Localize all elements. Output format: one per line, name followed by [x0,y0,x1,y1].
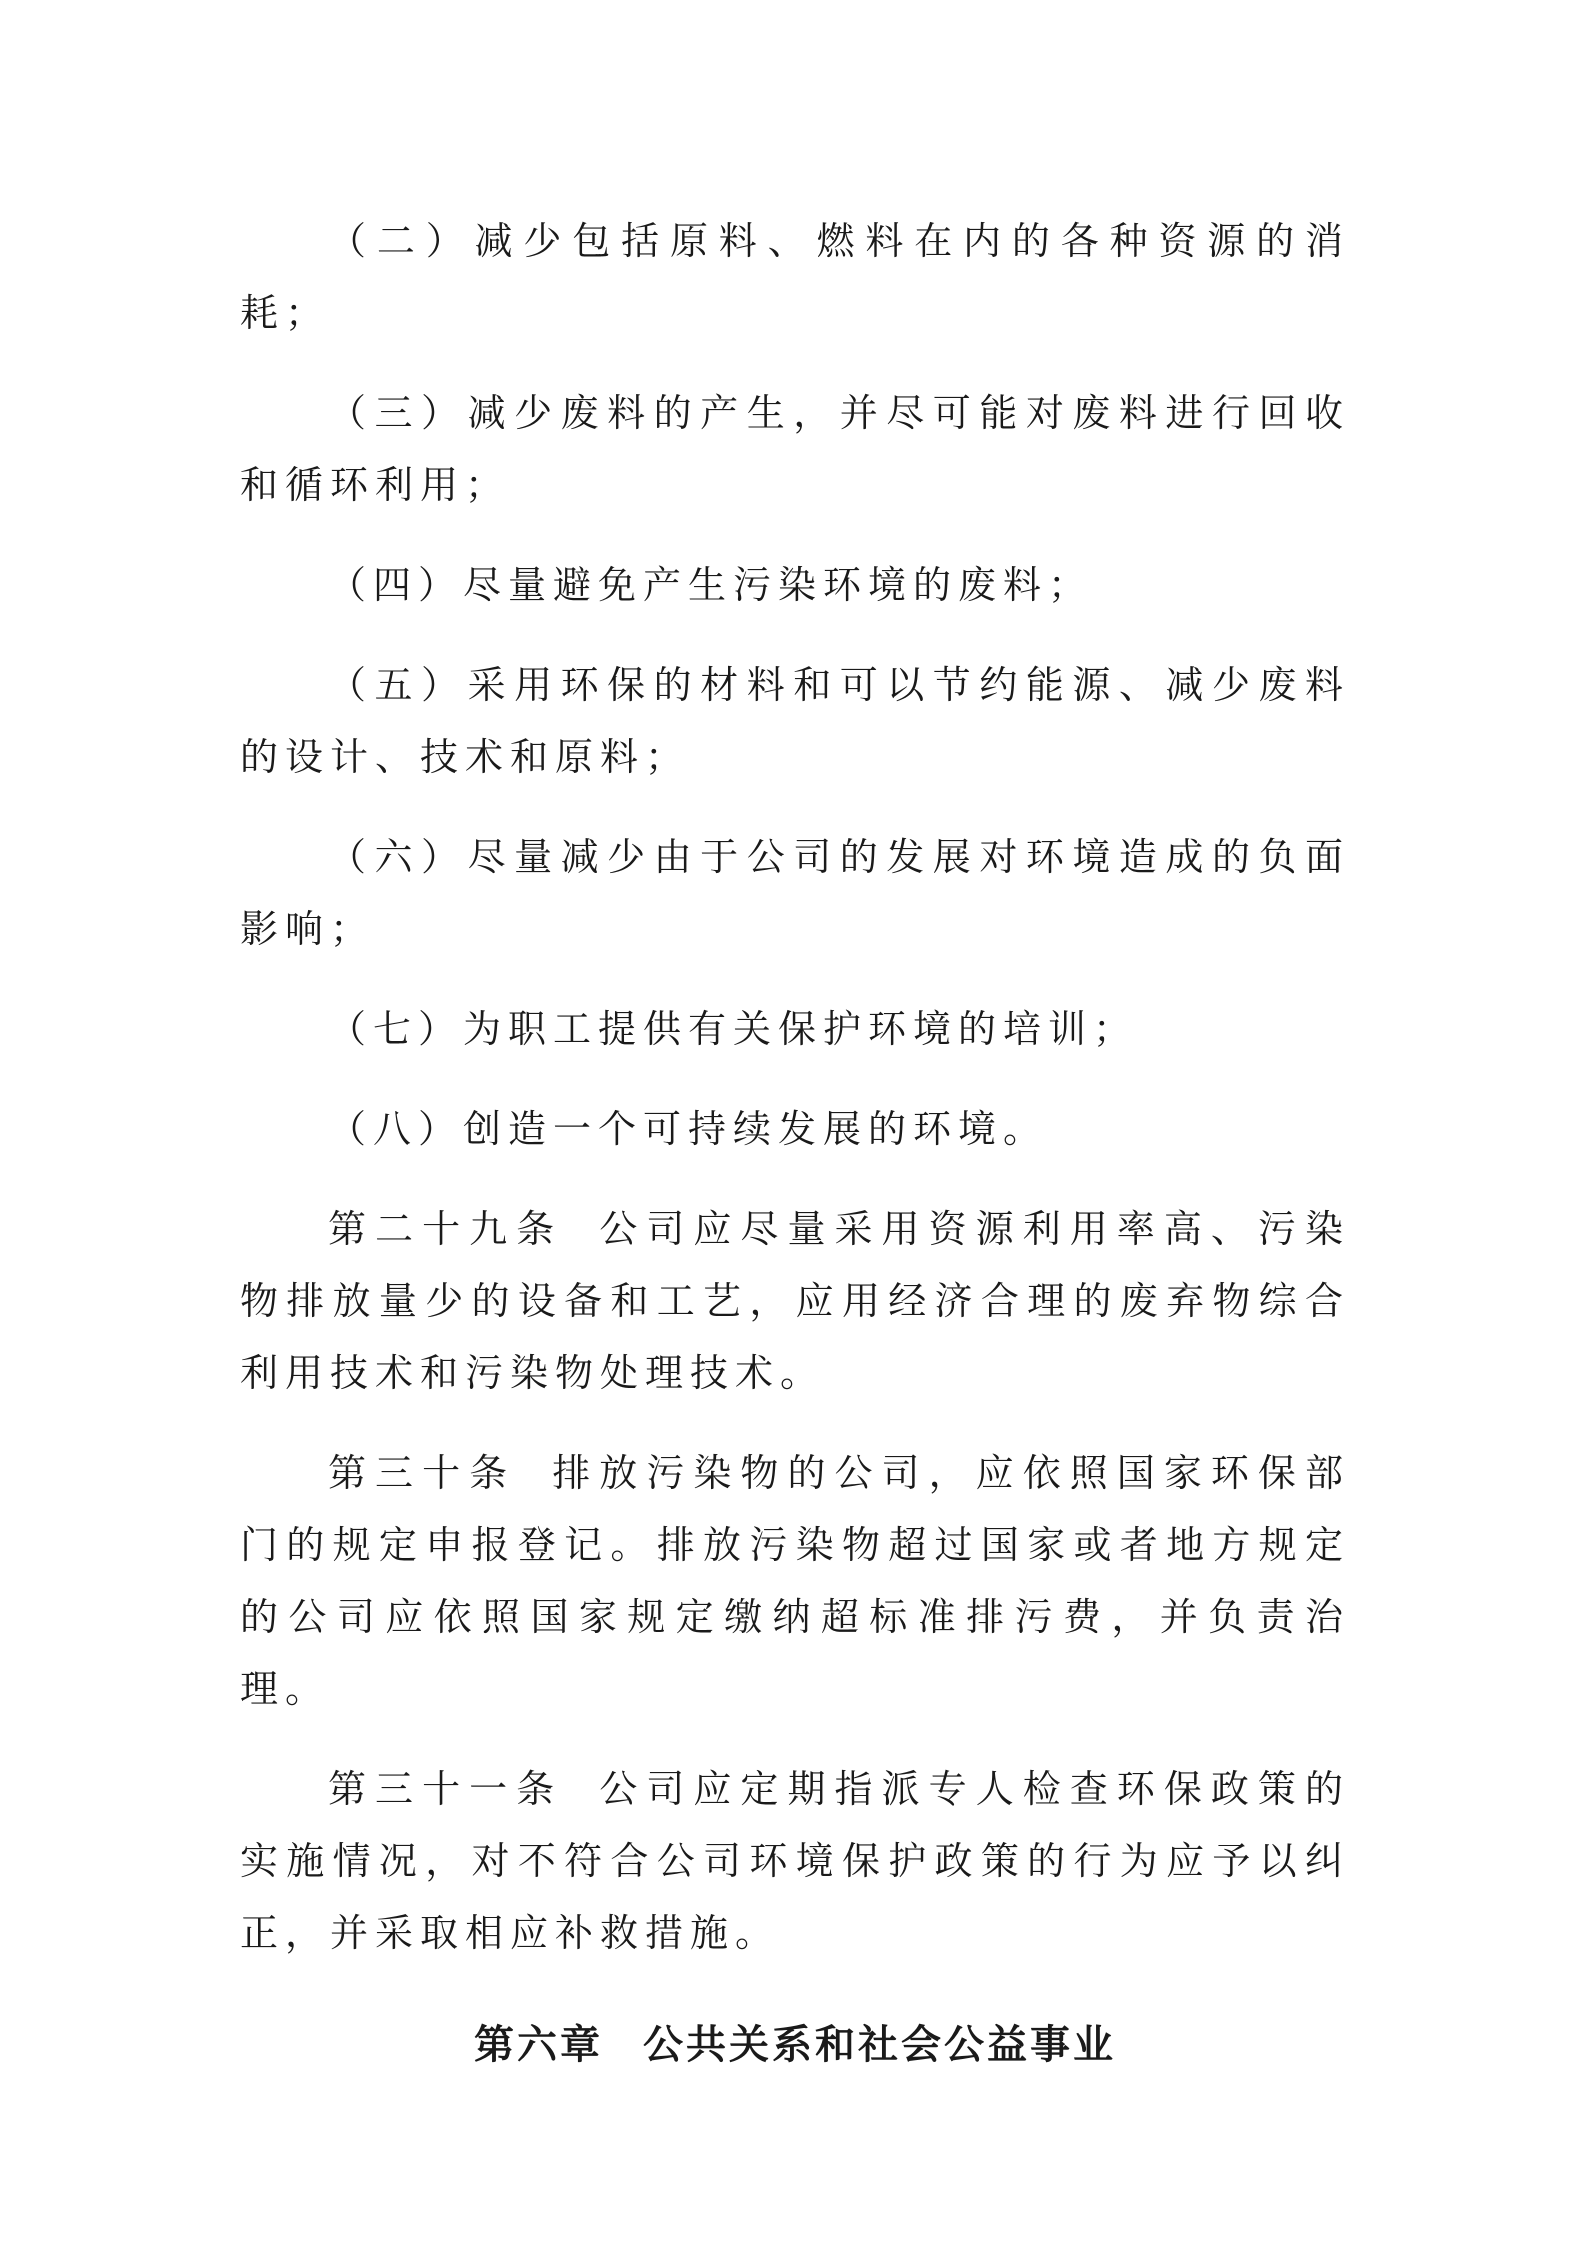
article-text: 公司应尽量采用资源利用率高、污染物排放量少的设备和工艺，应用经济合理的废弃物综合利用技术和污染物处理技术。 [240,1207,1350,1395]
list-item-2: （二）减少包括原料、燃料在内的各种资源的消耗； [240,219,1350,335]
list-item-4: （四）尽量避免产生污染环境的废料； [328,563,1094,607]
chapter-heading [240,1997,1350,2081]
article-29 [240,1193,1350,1409]
article-text: 排放污染物的公司，应依照国家环保部门的规定申报登记。排放污染物超过国家或者地方规定的公司应依照国家规定缴纳超标准排污费，并负责治理。 [240,1451,1350,1711]
article-number: 第三十条 [328,1451,517,1495]
article-30 [240,1437,1350,1725]
chapter-number: 第六章 [474,2022,603,2068]
list-item-6: （六）尽量减少由于公司的发展对环境造成的负面影响； [240,835,1350,951]
list-item-8: （八）创造一个可持续发展的环境。 [328,1107,1049,1151]
list-item-3: （三）减少废料的产生，并尽可能对废料进行回收和循环利用； [240,391,1350,507]
list-item-5: （五）采用环保的材料和可以节约能源、减少废料的设计、技术和原料； [240,663,1350,779]
article-number: 第三十一条 [328,1767,564,1811]
article-31 [240,1753,1350,1969]
list-item-7: （七）为职工提供有关保护环境的培训； [328,1007,1139,1051]
document-body [240,205,1350,2081]
chapter-title: 公共关系和社会公益事业 [643,2022,1116,2068]
article-number: 第二十九条 [328,1207,564,1251]
article-text: 公司应定期指派专人检查环保政策的实施情况，对不符合公司环境保护政策的行为应予以纠正，并采取相应补救措施。 [240,1767,1350,1955]
